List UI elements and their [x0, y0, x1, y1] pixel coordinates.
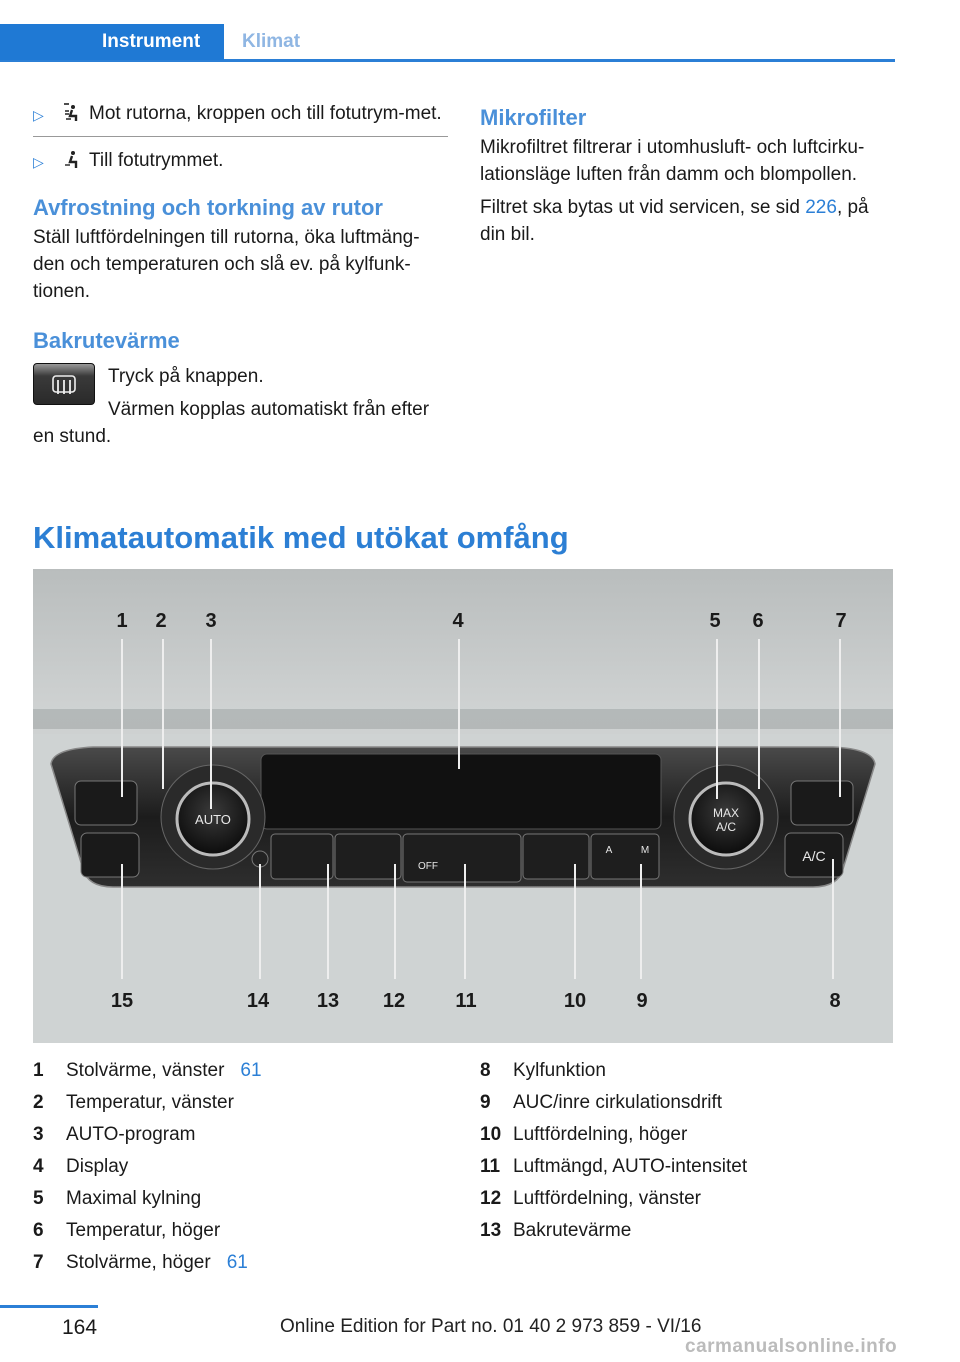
- divider: [33, 136, 448, 137]
- callout-9: 9: [636, 990, 648, 1012]
- service-text-before: Filtret ska bytas ut vid servicen, se sid: [480, 197, 806, 218]
- max-ac-label: A/C: [715, 820, 737, 834]
- auto-knob-label: AUTO: [195, 812, 231, 827]
- rear-text-press: Tryck på knappen.: [108, 366, 264, 387]
- tab-instrument[interactable]: Instrument: [0, 24, 224, 60]
- callout-11: 11: [455, 990, 477, 1012]
- auc-a-label: A: [605, 845, 613, 856]
- callout-7: 7: [835, 610, 847, 632]
- footer-accent-line: [0, 1305, 98, 1308]
- rear-text-auto-off: Värmen kopplas automatiskt från efter en stund.: [33, 399, 430, 447]
- legend-row: 5 Maximal kylning: [33, 1188, 202, 1209]
- watermark: carmanualsonline.info: [685, 1336, 898, 1357]
- feet-airflow-icon: [61, 149, 81, 169]
- edition-text: Online Edition for Part no. 01 40 2 973 859 - VI/16: [280, 1316, 702, 1337]
- bullet-windshield-body-feet: [33, 100, 448, 129]
- legend-row: 2 Temperatur, vänster: [33, 1092, 234, 1113]
- microfilter-text: Mikrofiltret filtrerar i utomhusluft- och luftcirku-lationsläge luften från damm och blompollen.: [480, 137, 865, 185]
- bullet-text: Mot rutorna, kroppen och till fotutrym-met.: [89, 103, 442, 124]
- callout-5: 5: [709, 610, 721, 632]
- legend-row: 7 Stolvärme, höger 61: [33, 1247, 262, 1279]
- legend-row: 11 Luftmängd, AUTO-intensitet: [480, 1156, 748, 1177]
- callout-2: 2: [155, 610, 167, 632]
- page-link-61[interactable]: 61: [226, 1252, 248, 1273]
- defrost-text: Ställ luftfördelningen till rutorna, öka luftmäng-den och temperaturen och slå ev. på kylfunk-tionen.: [33, 227, 420, 302]
- left-column: [33, 100, 448, 450]
- legend-row: 9 AUC/inre cirkulationsdrift: [480, 1092, 723, 1113]
- legend-row: 3 AUTO-program: [33, 1124, 196, 1145]
- max-knob-label: MAX: [712, 806, 740, 820]
- bullet-triangle-icon: ▷: [33, 154, 44, 170]
- climate-panel-illustration: [33, 569, 893, 1043]
- rear-defrost-button-image: [33, 363, 95, 405]
- ac-button-label: A/C: [802, 848, 826, 864]
- windshield-body-feet-airflow-icon: [61, 102, 81, 122]
- callout-1: 1: [116, 610, 128, 632]
- climate-control-figure: [33, 569, 893, 1043]
- microfilter-heading: Mikrofilter: [480, 105, 587, 130]
- page-link-61[interactable]: 61: [240, 1060, 262, 1081]
- callout-6: 6: [752, 610, 764, 632]
- callout-10: 10: [563, 990, 587, 1012]
- legend-row: 10 Luftfördelning, höger: [480, 1124, 688, 1145]
- section-title: Klimatautomatik med utökat omfång: [33, 520, 569, 555]
- auc-m-label: M: [640, 845, 650, 856]
- chapter-tab-bar: [0, 24, 895, 62]
- defrost-heading: Avfrostning och torkning av rutor: [33, 195, 383, 220]
- bullet-triangle-icon: ▷: [33, 107, 44, 123]
- legend-row: 8 Kylfunktion: [480, 1060, 606, 1081]
- legend-row: 6 Temperatur, höger: [33, 1220, 221, 1241]
- rear-window-heading: Bakrutevärme: [33, 328, 180, 353]
- service-text-after: , på din bil.: [480, 197, 869, 245]
- callout-15: 15: [110, 990, 134, 1012]
- fan-off-label: OFF: [418, 861, 438, 872]
- tab-klimat[interactable]: Klimat: [242, 31, 301, 52]
- callout-4: 4: [452, 610, 464, 632]
- page-number: 164: [62, 1316, 98, 1339]
- right-column: [480, 100, 895, 248]
- callout-3: 3: [205, 610, 217, 632]
- bullet-text: Till fotutrymmet.: [89, 150, 224, 171]
- bullet-feet: [33, 147, 448, 176]
- legend-row: 4 Display: [33, 1156, 129, 1177]
- callout-14: 14: [246, 990, 270, 1012]
- page-link-226[interactable]: 226: [805, 197, 837, 218]
- legend-left: [33, 1055, 262, 1279]
- callout-12: 12: [382, 990, 406, 1012]
- microfilter-service-text: [480, 194, 895, 248]
- legend-row: 12 Luftfördelning, vänster: [480, 1188, 702, 1209]
- legend-row: 1 Stolvärme, vänster 61: [33, 1055, 262, 1087]
- callout-8: 8: [829, 990, 841, 1012]
- legend-right: [480, 1055, 747, 1247]
- rear-defrost-icon: [34, 364, 94, 404]
- legend-row: 13 Bakrutevärme: [480, 1220, 632, 1241]
- callout-13: 13: [316, 990, 340, 1012]
